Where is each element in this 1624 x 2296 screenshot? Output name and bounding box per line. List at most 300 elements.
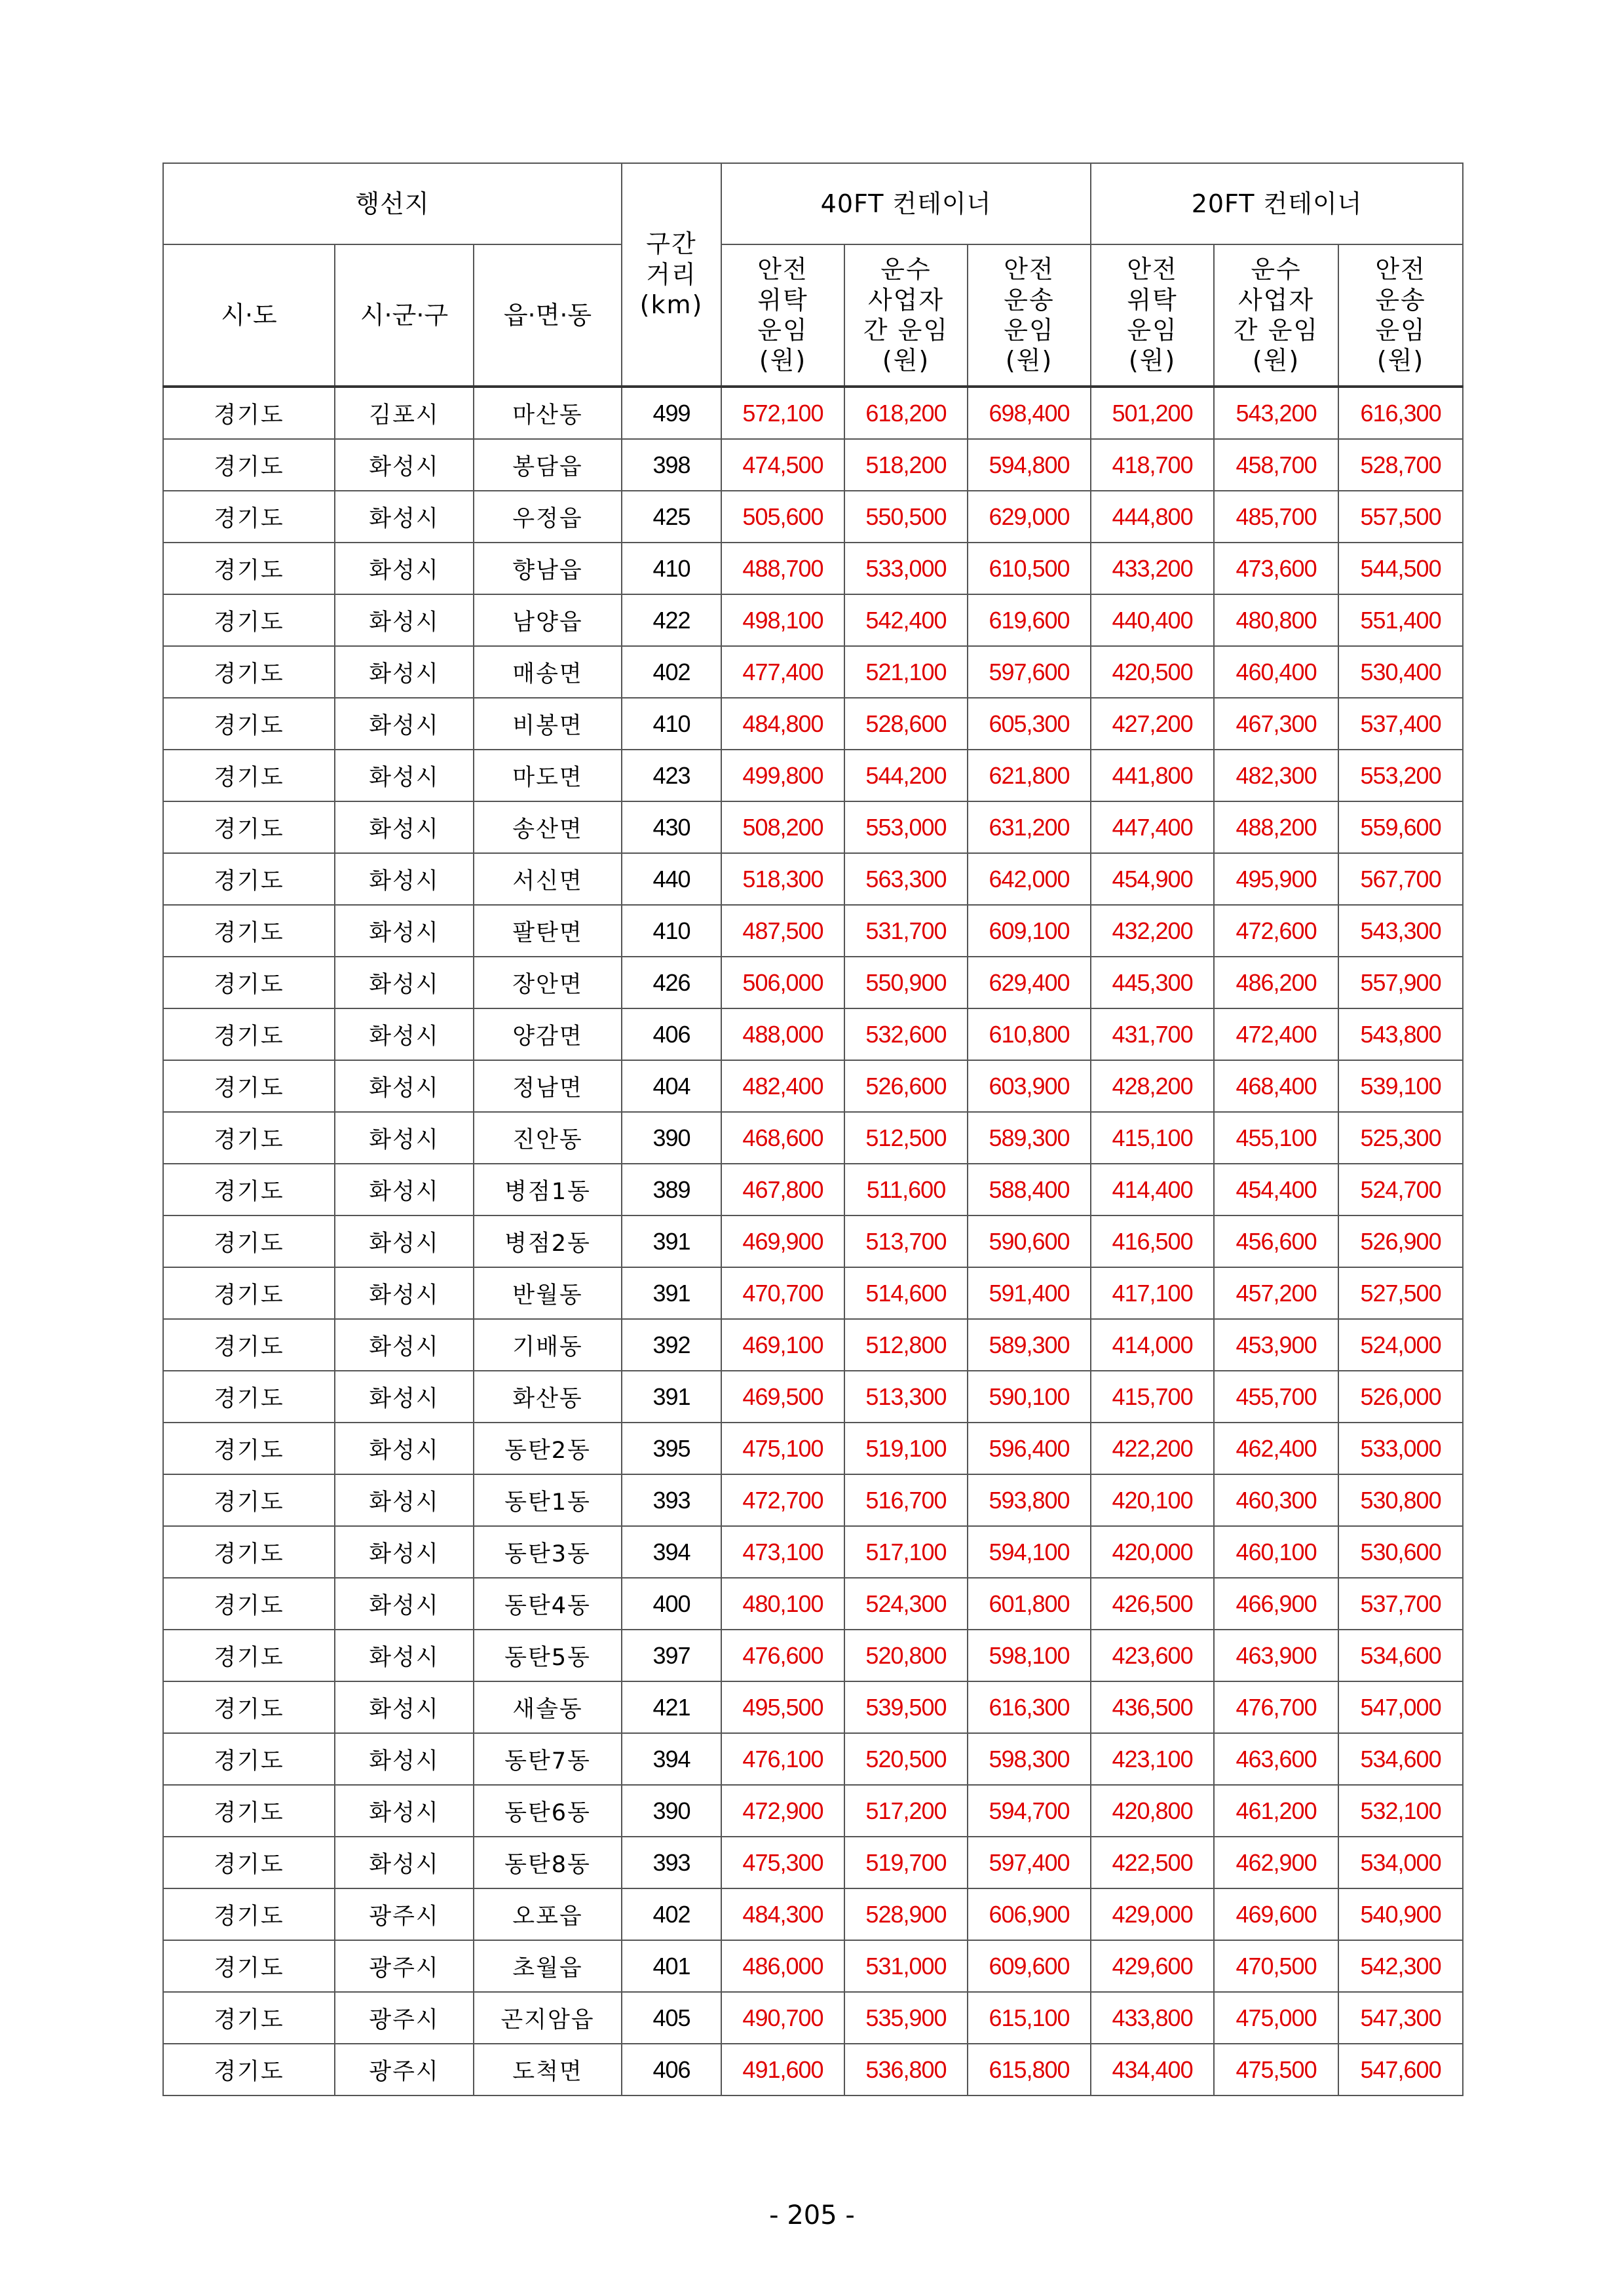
distance-header-line: 구간: [646, 229, 697, 259]
cell-20ft-safe-transport-fare: 530,400: [1338, 646, 1463, 698]
table-row: [163, 750, 1463, 801]
cell-sido: 경기도: [163, 698, 335, 750]
cell-20ft-carrier-fare: 482,300: [1214, 750, 1338, 801]
cell-sido: 경기도: [163, 905, 335, 957]
cell-20ft-carrier-fare: 458,700: [1214, 439, 1338, 491]
cell-20ft-carrier-fare: 461,200: [1214, 1785, 1338, 1837]
header-line: 위탁: [1127, 285, 1178, 315]
cell-distance-km: 430: [622, 801, 721, 853]
cell-20ft-carrier-fare: 453,900: [1214, 1319, 1338, 1371]
cell-40ft-safe-consign-fare: 472,700: [721, 1474, 844, 1526]
cell-40ft-safe-transport-fare: 615,800: [968, 2044, 1091, 2095]
cell-40ft-carrier-fare: 550,900: [844, 957, 968, 1008]
cell-20ft-safe-consign-fare: 420,800: [1091, 1785, 1214, 1837]
cell-20ft-carrier-fare: 462,900: [1214, 1837, 1338, 1888]
cell-40ft-safe-consign-fare: 472,900: [721, 1785, 844, 1837]
cell-40ft-carrier-fare: 531,000: [844, 1940, 968, 1992]
cell-distance-km: 394: [622, 1526, 721, 1578]
cell-40ft-safe-consign-fare: 488,700: [721, 543, 844, 594]
cell-40ft-safe-consign-fare: 475,300: [721, 1837, 844, 1888]
table-row: [163, 439, 1463, 491]
cell-40ft-carrier-fare: 524,300: [844, 1578, 968, 1630]
cell-20ft-carrier-fare: 457,200: [1214, 1267, 1338, 1319]
cell-dong: 곤지암읍: [474, 1992, 622, 2044]
cell-dong: 송산면: [474, 801, 622, 853]
cell-20ft-safe-consign-fare: 420,500: [1091, 646, 1214, 698]
cell-40ft-safe-consign-fare: 474,500: [721, 439, 844, 491]
cell-sido: 경기도: [163, 1785, 335, 1837]
container-20ft-header: 20FT 컨테이너: [1091, 163, 1463, 244]
cell-sigungu: 화성시: [335, 1630, 474, 1681]
cell-40ft-carrier-fare: 521,100: [844, 646, 968, 698]
cell-20ft-safe-consign-fare: 433,200: [1091, 543, 1214, 594]
cell-40ft-carrier-fare: 531,700: [844, 905, 968, 957]
cell-distance-km: 391: [622, 1215, 721, 1267]
cell-40ft-safe-transport-fare: 594,100: [968, 1526, 1091, 1578]
cell-40ft-carrier-fare: 550,500: [844, 491, 968, 543]
cell-40ft-carrier-fare: 528,900: [844, 1888, 968, 1940]
cell-40ft-carrier-fare: 535,900: [844, 1992, 968, 2044]
cell-40ft-safe-consign-fare: 476,100: [721, 1733, 844, 1785]
cell-dong: 마산동: [474, 387, 622, 439]
header-line: 위탁: [757, 285, 808, 315]
header-line: (원): [1376, 346, 1425, 375]
cell-sigungu: 화성시: [335, 1267, 474, 1319]
header-line: 안전: [1375, 255, 1426, 284]
table-row: [163, 1319, 1463, 1371]
cell-sigungu: 화성시: [335, 1474, 474, 1526]
header-line: 안전: [757, 255, 808, 284]
cell-sido: 경기도: [163, 646, 335, 698]
cell-sido: 경기도: [163, 1319, 335, 1371]
cell-distance-km: 402: [622, 646, 721, 698]
cell-20ft-carrier-fare: 466,900: [1214, 1578, 1338, 1630]
cell-20ft-safe-transport-fare: 526,900: [1338, 1215, 1463, 1267]
cell-sigungu: 화성시: [335, 1681, 474, 1733]
cell-20ft-carrier-fare: 472,400: [1214, 1008, 1338, 1060]
table-row: [163, 853, 1463, 905]
cell-40ft-safe-transport-fare: 594,700: [968, 1785, 1091, 1837]
cell-sido: 경기도: [163, 1112, 335, 1164]
cell-20ft-safe-transport-fare: 616,300: [1338, 387, 1463, 439]
cell-40ft-safe-consign-fare: 469,500: [721, 1371, 844, 1423]
cell-40ft-safe-transport-fare: 629,400: [968, 957, 1091, 1008]
cell-20ft-safe-consign-fare: 420,000: [1091, 1526, 1214, 1578]
cell-dong: 동탄2동: [474, 1423, 622, 1474]
cell-40ft-safe-consign-fare: 487,500: [721, 905, 844, 957]
cell-sido: 경기도: [163, 1008, 335, 1060]
header-line: 운임: [1375, 316, 1426, 345]
cell-sigungu: 화성시: [335, 491, 474, 543]
cell-sigungu: 화성시: [335, 1112, 474, 1164]
cell-20ft-safe-transport-fare: 539,100: [1338, 1060, 1463, 1112]
cell-dong: 병점2동: [474, 1215, 622, 1267]
cell-20ft-carrier-fare: 475,000: [1214, 1992, 1338, 2044]
cell-distance-km: 400: [622, 1578, 721, 1630]
cell-distance-km: 410: [622, 698, 721, 750]
table-row: [163, 1112, 1463, 1164]
cell-sigungu: 화성시: [335, 1785, 474, 1837]
cell-distance-km: 392: [622, 1319, 721, 1371]
cell-20ft-safe-consign-fare: 429,600: [1091, 1940, 1214, 1992]
header-line: 운임: [1127, 316, 1178, 345]
cell-distance-km: 393: [622, 1837, 721, 1888]
cell-20ft-safe-consign-fare: 434,400: [1091, 2044, 1214, 2095]
table-row: [163, 1267, 1463, 1319]
cell-20ft-safe-transport-fare: 551,400: [1338, 594, 1463, 646]
cell-distance-km: 406: [622, 1008, 721, 1060]
cell-20ft-carrier-fare: 488,200: [1214, 801, 1338, 853]
cell-40ft-safe-consign-fare: 484,300: [721, 1888, 844, 1940]
cell-40ft-safe-transport-fare: 596,400: [968, 1423, 1091, 1474]
cell-40ft-safe-consign-fare: 491,600: [721, 2044, 844, 2095]
sigungu-header: 시·군·구: [335, 244, 474, 387]
table-row: [163, 905, 1463, 957]
cell-20ft-carrier-fare: 480,800: [1214, 594, 1338, 646]
cell-20ft-safe-consign-fare: 426,500: [1091, 1578, 1214, 1630]
cell-sigungu: 화성시: [335, 698, 474, 750]
cell-20ft-safe-consign-fare: 415,700: [1091, 1371, 1214, 1423]
destination-header: 행선지: [163, 163, 622, 244]
cell-20ft-safe-transport-fare: 537,700: [1338, 1578, 1463, 1630]
cell-20ft-safe-consign-fare: 445,300: [1091, 957, 1214, 1008]
cell-40ft-safe-transport-fare: 606,900: [968, 1888, 1091, 1940]
cell-sigungu: 화성시: [335, 439, 474, 491]
cell-distance-km: 421: [622, 1681, 721, 1733]
cell-40ft-safe-transport-fare: 603,900: [968, 1060, 1091, 1112]
cell-20ft-carrier-fare: 472,600: [1214, 905, 1338, 957]
cell-distance-km: 395: [622, 1423, 721, 1474]
cell-20ft-safe-transport-fare: 557,500: [1338, 491, 1463, 543]
cell-40ft-carrier-fare: 544,200: [844, 750, 968, 801]
cell-40ft-safe-transport-fare: 589,300: [968, 1112, 1091, 1164]
cell-20ft-safe-consign-fare: 433,800: [1091, 1992, 1214, 2044]
cell-20ft-safe-transport-fare: 526,000: [1338, 1371, 1463, 1423]
cell-dong: 서신면: [474, 853, 622, 905]
cell-distance-km: 440: [622, 853, 721, 905]
cell-20ft-safe-transport-fare: 547,000: [1338, 1681, 1463, 1733]
cell-dong: 동탄1동: [474, 1474, 622, 1526]
table-row: [163, 1215, 1463, 1267]
cell-dong: 비봉면: [474, 698, 622, 750]
cell-sido: 경기도: [163, 1164, 335, 1215]
cell-distance-km: 393: [622, 1474, 721, 1526]
cell-40ft-safe-transport-fare: 605,300: [968, 698, 1091, 750]
cell-20ft-safe-consign-fare: 418,700: [1091, 439, 1214, 491]
header-line: (원): [1128, 346, 1177, 375]
cell-40ft-safe-transport-fare: 589,300: [968, 1319, 1091, 1371]
cell-20ft-safe-consign-fare: 454,900: [1091, 853, 1214, 905]
cell-40ft-carrier-fare: 514,600: [844, 1267, 968, 1319]
table-row: [163, 1837, 1463, 1888]
cell-dong: 정남면: [474, 1060, 622, 1112]
cell-40ft-safe-consign-fare: 476,600: [721, 1630, 844, 1681]
table-row: [163, 698, 1463, 750]
cell-20ft-safe-consign-fare: 420,100: [1091, 1474, 1214, 1526]
cell-sigungu: 화성시: [335, 1215, 474, 1267]
table-header: [163, 163, 1463, 387]
cell-40ft-safe-transport-fare: 615,100: [968, 1992, 1091, 2044]
cell-20ft-carrier-fare: 495,900: [1214, 853, 1338, 905]
cell-distance-km: 390: [622, 1112, 721, 1164]
table-row: [163, 1371, 1463, 1423]
fare-20ft-safe-consign-header: [1091, 244, 1214, 387]
table-row: [163, 1578, 1463, 1630]
cell-20ft-safe-consign-fare: 428,200: [1091, 1060, 1214, 1112]
cell-20ft-safe-transport-fare: 547,600: [1338, 2044, 1463, 2095]
table-row: [163, 594, 1463, 646]
table-row: [163, 1785, 1463, 1837]
cell-distance-km: 404: [622, 1060, 721, 1112]
cell-20ft-safe-transport-fare: 534,000: [1338, 1837, 1463, 1888]
cell-20ft-safe-transport-fare: 553,200: [1338, 750, 1463, 801]
cell-sido: 경기도: [163, 543, 335, 594]
cell-sido: 경기도: [163, 1215, 335, 1267]
cell-40ft-carrier-fare: 519,700: [844, 1837, 968, 1888]
cell-40ft-carrier-fare: 513,300: [844, 1371, 968, 1423]
cell-20ft-carrier-fare: 469,600: [1214, 1888, 1338, 1940]
cell-20ft-safe-transport-fare: 534,600: [1338, 1733, 1463, 1785]
cell-20ft-safe-consign-fare: 414,400: [1091, 1164, 1214, 1215]
cell-20ft-safe-consign-fare: 422,500: [1091, 1837, 1214, 1888]
cell-40ft-safe-transport-fare: 616,300: [968, 1681, 1091, 1733]
cell-sido: 경기도: [163, 1681, 335, 1733]
cell-20ft-safe-consign-fare: 441,800: [1091, 750, 1214, 801]
cell-sido: 경기도: [163, 1837, 335, 1888]
cell-20ft-carrier-fare: 463,900: [1214, 1630, 1338, 1681]
fare-40ft-safe-transport-header: [968, 244, 1091, 387]
cell-20ft-carrier-fare: 467,300: [1214, 698, 1338, 750]
cell-dong: 동탄3동: [474, 1526, 622, 1578]
cell-dong: 기배동: [474, 1319, 622, 1371]
page-number: - 205 -: [769, 2200, 855, 2230]
cell-40ft-safe-consign-fare: 488,000: [721, 1008, 844, 1060]
cell-sigungu: 화성시: [335, 801, 474, 853]
cell-40ft-safe-consign-fare: 470,700: [721, 1267, 844, 1319]
cell-sigungu: 화성시: [335, 1423, 474, 1474]
table-row: [163, 1008, 1463, 1060]
cell-40ft-safe-transport-fare: 593,800: [968, 1474, 1091, 1526]
cell-20ft-safe-consign-fare: 436,500: [1091, 1681, 1214, 1733]
cell-sigungu: 김포시: [335, 387, 474, 439]
cell-distance-km: 390: [622, 1785, 721, 1837]
cell-dong: 양감면: [474, 1008, 622, 1060]
table-row: [163, 1681, 1463, 1733]
cell-sido: 경기도: [163, 1992, 335, 2044]
cell-sido: 경기도: [163, 801, 335, 853]
cell-20ft-safe-consign-fare: 429,000: [1091, 1888, 1214, 1940]
cell-dong: 향남읍: [474, 543, 622, 594]
distance-header: [622, 163, 721, 387]
cell-sigungu: 화성시: [335, 594, 474, 646]
cell-20ft-safe-transport-fare: 524,000: [1338, 1319, 1463, 1371]
cell-40ft-safe-consign-fare: 480,100: [721, 1578, 844, 1630]
cell-distance-km: 402: [622, 1888, 721, 1940]
freight-rate-table: [162, 163, 1463, 2096]
cell-40ft-carrier-fare: 520,800: [844, 1630, 968, 1681]
cell-sigungu: 화성시: [335, 646, 474, 698]
cell-20ft-carrier-fare: 455,700: [1214, 1371, 1338, 1423]
header-line: 운송: [1004, 285, 1055, 315]
cell-sigungu: 광주시: [335, 1940, 474, 1992]
cell-20ft-carrier-fare: 476,700: [1214, 1681, 1338, 1733]
cell-40ft-safe-consign-fare: 468,600: [721, 1112, 844, 1164]
cell-sigungu: 화성시: [335, 750, 474, 801]
table-row: [163, 2044, 1463, 2095]
cell-dong: 초월읍: [474, 1940, 622, 1992]
cell-40ft-carrier-fare: 512,500: [844, 1112, 968, 1164]
cell-20ft-carrier-fare: 454,400: [1214, 1164, 1338, 1215]
cell-40ft-safe-transport-fare: 598,300: [968, 1733, 1091, 1785]
cell-40ft-safe-consign-fare: 508,200: [721, 801, 844, 853]
cell-dong: 매송면: [474, 646, 622, 698]
cell-20ft-safe-transport-fare: 559,600: [1338, 801, 1463, 853]
cell-20ft-safe-consign-fare: 427,200: [1091, 698, 1214, 750]
cell-sido: 경기도: [163, 1371, 335, 1423]
cell-sido: 경기도: [163, 1267, 335, 1319]
cell-40ft-safe-consign-fare: 572,100: [721, 387, 844, 439]
header-line: 간 운임: [1233, 316, 1319, 345]
cell-40ft-safe-consign-fare: 477,400: [721, 646, 844, 698]
header-line: (원): [1005, 346, 1053, 375]
cell-sido: 경기도: [163, 2044, 335, 2095]
cell-40ft-carrier-fare: 512,800: [844, 1319, 968, 1371]
header-line: (원): [759, 346, 807, 375]
cell-40ft-carrier-fare: 528,600: [844, 698, 968, 750]
cell-dong: 팔탄면: [474, 905, 622, 957]
cell-distance-km: 425: [622, 491, 721, 543]
fare-20ft-safe-transport-header: [1338, 244, 1463, 387]
cell-sido: 경기도: [163, 1940, 335, 1992]
cell-40ft-safe-consign-fare: 499,800: [721, 750, 844, 801]
cell-sigungu: 광주시: [335, 1992, 474, 2044]
cell-dong: 마도면: [474, 750, 622, 801]
cell-40ft-carrier-fare: 511,600: [844, 1164, 968, 1215]
cell-sigungu: 화성시: [335, 905, 474, 957]
cell-40ft-safe-transport-fare: 610,500: [968, 543, 1091, 594]
header-row-groups: [163, 163, 1463, 244]
cell-20ft-safe-consign-fare: 440,400: [1091, 594, 1214, 646]
cell-20ft-safe-consign-fare: 422,200: [1091, 1423, 1214, 1474]
cell-40ft-safe-consign-fare: 475,100: [721, 1423, 844, 1474]
fare-40ft-carrier-header: [844, 244, 968, 387]
cell-20ft-safe-transport-fare: 524,700: [1338, 1164, 1463, 1215]
cell-20ft-safe-consign-fare: 501,200: [1091, 387, 1214, 439]
cell-20ft-safe-consign-fare: 432,200: [1091, 905, 1214, 957]
cell-distance-km: 406: [622, 2044, 721, 2095]
cell-dong: 진안동: [474, 1112, 622, 1164]
cell-40ft-carrier-fare: 520,500: [844, 1733, 968, 1785]
table-row: [163, 387, 1463, 439]
cell-20ft-safe-transport-fare: 533,000: [1338, 1423, 1463, 1474]
cell-40ft-carrier-fare: 517,100: [844, 1526, 968, 1578]
cell-sido: 경기도: [163, 491, 335, 543]
cell-20ft-safe-transport-fare: 527,500: [1338, 1267, 1463, 1319]
cell-40ft-carrier-fare: 518,200: [844, 439, 968, 491]
cell-sigungu: 화성시: [335, 1319, 474, 1371]
cell-sido: 경기도: [163, 439, 335, 491]
cell-distance-km: 405: [622, 1992, 721, 2044]
cell-20ft-safe-transport-fare: 537,400: [1338, 698, 1463, 750]
cell-sido: 경기도: [163, 853, 335, 905]
table-row: [163, 957, 1463, 1008]
cell-20ft-safe-consign-fare: 414,000: [1091, 1319, 1214, 1371]
cell-20ft-safe-consign-fare: 415,100: [1091, 1112, 1214, 1164]
cell-distance-km: 401: [622, 1940, 721, 1992]
cell-distance-km: 423: [622, 750, 721, 801]
cell-dong: 반월동: [474, 1267, 622, 1319]
cell-20ft-carrier-fare: 473,600: [1214, 543, 1338, 594]
container-40ft-header: 40FT 컨테이너: [721, 163, 1091, 244]
table-row: [163, 1423, 1463, 1474]
cell-40ft-carrier-fare: 539,500: [844, 1681, 968, 1733]
cell-40ft-carrier-fare: 516,700: [844, 1474, 968, 1526]
cell-40ft-carrier-fare: 563,300: [844, 853, 968, 905]
cell-40ft-safe-consign-fare: 486,000: [721, 1940, 844, 1992]
header-row-columns: [163, 244, 1463, 387]
cell-dong: 병점1동: [474, 1164, 622, 1215]
cell-20ft-safe-consign-fare: 416,500: [1091, 1215, 1214, 1267]
cell-20ft-carrier-fare: 485,700: [1214, 491, 1338, 543]
table-row: [163, 1940, 1463, 1992]
cell-sigungu: 화성시: [335, 957, 474, 1008]
table-row: [163, 646, 1463, 698]
cell-40ft-safe-transport-fare: 601,800: [968, 1578, 1091, 1630]
cell-sigungu: 화성시: [335, 1578, 474, 1630]
cell-distance-km: 391: [622, 1267, 721, 1319]
cell-40ft-carrier-fare: 542,400: [844, 594, 968, 646]
cell-sigungu: 화성시: [335, 1733, 474, 1785]
table-row: [163, 1164, 1463, 1215]
cell-20ft-safe-consign-fare: 447,400: [1091, 801, 1214, 853]
cell-distance-km: 389: [622, 1164, 721, 1215]
header-line: 운임: [757, 316, 808, 345]
cell-40ft-safe-transport-fare: 631,200: [968, 801, 1091, 853]
cell-sido: 경기도: [163, 1474, 335, 1526]
cell-20ft-carrier-fare: 470,500: [1214, 1940, 1338, 1992]
cell-sido: 경기도: [163, 387, 335, 439]
table-row: [163, 1526, 1463, 1578]
cell-distance-km: 499: [622, 387, 721, 439]
table-row: [163, 543, 1463, 594]
cell-dong: 새솔동: [474, 1681, 622, 1733]
cell-sigungu: 광주시: [335, 1888, 474, 1940]
cell-40ft-safe-consign-fare: 495,500: [721, 1681, 844, 1733]
cell-40ft-safe-consign-fare: 469,100: [721, 1319, 844, 1371]
cell-40ft-carrier-fare: 618,200: [844, 387, 968, 439]
distance-header-line: 거리: [646, 259, 697, 289]
header-line: 간 운임: [863, 316, 949, 345]
cell-sigungu: 화성시: [335, 1008, 474, 1060]
cell-40ft-safe-transport-fare: 590,600: [968, 1215, 1091, 1267]
cell-distance-km: 397: [622, 1630, 721, 1681]
cell-20ft-safe-transport-fare: 530,600: [1338, 1526, 1463, 1578]
cell-sido: 경기도: [163, 1578, 335, 1630]
cell-40ft-safe-consign-fare: 482,400: [721, 1060, 844, 1112]
cell-40ft-safe-consign-fare: 467,800: [721, 1164, 844, 1215]
cell-20ft-carrier-fare: 543,200: [1214, 387, 1338, 439]
cell-20ft-carrier-fare: 456,600: [1214, 1215, 1338, 1267]
cell-40ft-safe-transport-fare: 597,400: [968, 1837, 1091, 1888]
cell-20ft-safe-transport-fare: 528,700: [1338, 439, 1463, 491]
cell-distance-km: 410: [622, 543, 721, 594]
cell-20ft-carrier-fare: 460,300: [1214, 1474, 1338, 1526]
cell-dong: 동탄4동: [474, 1578, 622, 1630]
cell-40ft-safe-transport-fare: 609,600: [968, 1940, 1091, 1992]
cell-40ft-safe-consign-fare: 506,000: [721, 957, 844, 1008]
header-line: 안전: [1127, 255, 1178, 284]
cell-20ft-carrier-fare: 486,200: [1214, 957, 1338, 1008]
